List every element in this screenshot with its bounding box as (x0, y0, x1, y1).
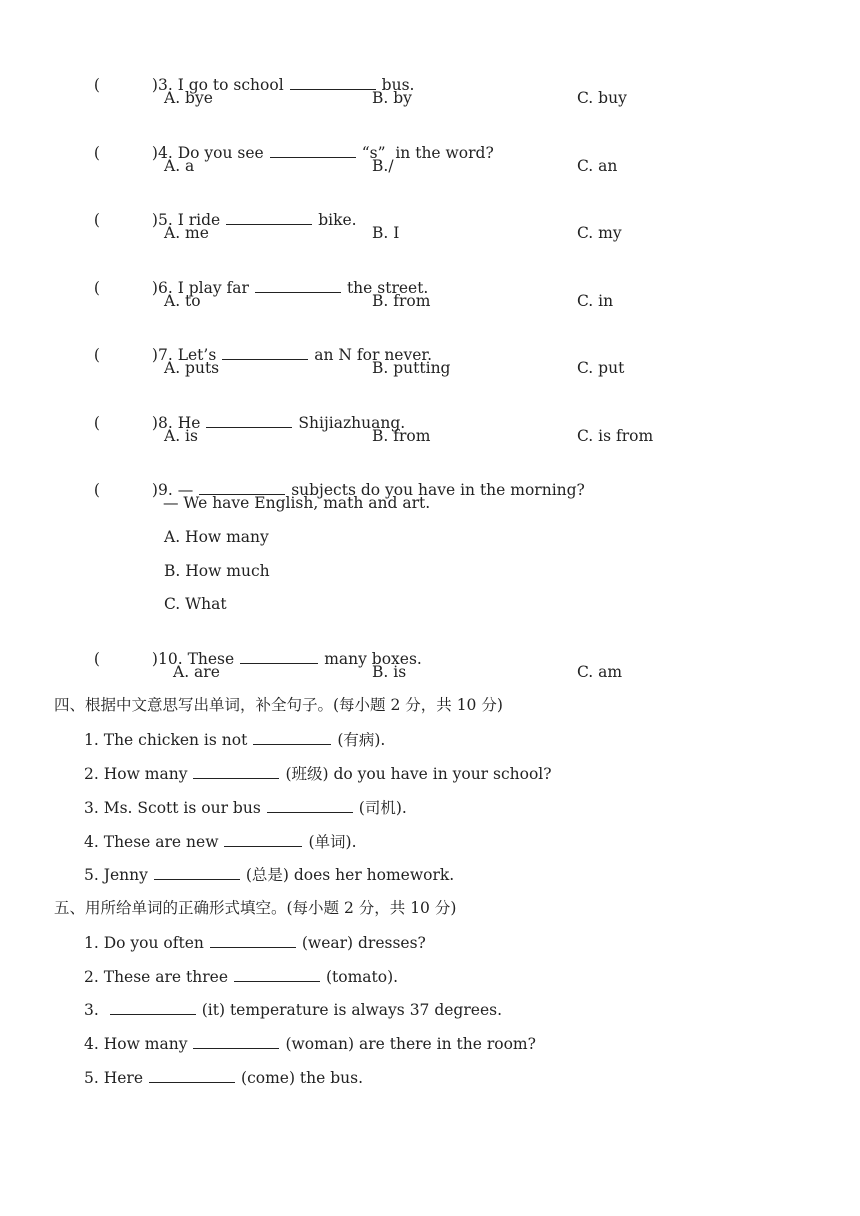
option-a: A. a (164, 157, 195, 175)
fill-blank[interactable] (224, 831, 302, 847)
question-10: ( )10. These many boxes. (93, 650, 422, 668)
answer-blank[interactable] (206, 412, 292, 428)
option-c: C. an (577, 157, 618, 175)
fill-blank[interactable] (154, 864, 240, 880)
option-a: A. to (164, 292, 201, 310)
option-c: C. am (577, 663, 623, 681)
option-a: A. is (164, 427, 198, 445)
option-c: C. put (577, 359, 625, 377)
option-a: A. are (173, 663, 220, 681)
answer-paren[interactable]: ( (93, 346, 100, 364)
question-8: ( )8. He Shijiazhuang. (93, 414, 406, 432)
option-c: C. my (577, 224, 622, 242)
fill-blank[interactable] (193, 1033, 279, 1049)
option-b: B. by (372, 89, 412, 107)
fill-blank[interactable] (234, 966, 320, 982)
answer-blank[interactable] (222, 344, 308, 360)
answer-paren[interactable]: ( (93, 279, 100, 297)
question-7: ( )7. Let’s an N for never. (93, 346, 433, 364)
section-4-item: 4. These are new (单词). (84, 833, 357, 851)
section-5-item: 4. How many (woman) are there in the room? (84, 1035, 536, 1053)
answer-blank[interactable] (240, 648, 318, 664)
answer-paren[interactable]: ( (93, 481, 100, 499)
section-4-item: 1. The chicken is not (有病). (84, 731, 386, 749)
question-number: )3. (151, 76, 173, 94)
section-4-item: 2. How many (班级) do you have in your school? (84, 765, 552, 783)
section-4-item: 5. Jenny (总是) does her homework. (84, 866, 455, 884)
section-5-item: 2. These are three (tomato). (84, 968, 399, 986)
question-4: ( )4. Do you see “s” in the word? (93, 144, 494, 162)
option-b: B. is (372, 663, 407, 681)
answer-paren[interactable]: ( (93, 650, 100, 668)
fill-blank[interactable] (149, 1067, 235, 1083)
fill-blank[interactable] (253, 729, 331, 745)
answer-blank[interactable] (255, 277, 341, 293)
answer-paren[interactable]: ( (93, 144, 100, 162)
answer-blank[interactable] (290, 74, 376, 90)
section-4-title: 四、根据中文意思写出单词，补全句子。(每小题 2 分，共 10 分) (54, 696, 503, 714)
answer-paren[interactable]: ( (93, 76, 100, 94)
section-5-item: 1. Do you often (wear) dresses? (84, 934, 426, 952)
section-5-item: 5. Here (come) the bus. (84, 1069, 364, 1087)
option-c: C. is from (577, 427, 654, 445)
section-4-item: 3. Ms. Scott is our bus (司机). (84, 799, 407, 817)
dialogue-answer: — We have English, math and art. (163, 494, 431, 512)
option-b: B. from (372, 292, 431, 310)
option-b: B. I (372, 224, 400, 242)
fill-blank[interactable] (210, 932, 296, 948)
fill-blank[interactable] (110, 999, 196, 1015)
option-b: B. putting (372, 359, 451, 377)
question-9: ( )9. — subjects do you have in the morning? (93, 481, 585, 499)
question-3: ( )3. I go to school bus. (93, 76, 415, 94)
question-5: ( )5. I ride bike. (93, 211, 357, 229)
option-c: C. buy (577, 89, 627, 107)
fill-blank[interactable] (193, 763, 279, 779)
option-a: A. bye (164, 89, 213, 107)
answer-paren[interactable]: ( (93, 414, 100, 432)
option-b: B. from (372, 427, 431, 445)
option-a: A. How many (164, 528, 269, 546)
answer-blank[interactable] (270, 142, 356, 158)
option-c: C. in (577, 292, 614, 310)
option-c: C. What (164, 595, 227, 613)
option-b: B. How much (164, 562, 270, 580)
answer-paren[interactable]: ( (93, 211, 100, 229)
option-a: A. puts (164, 359, 220, 377)
option-a: A. me (164, 224, 209, 242)
answer-blank[interactable] (226, 209, 312, 225)
section-5-title: 五、用所给单词的正确形式填空。(每小题 2 分，共 10 分) (54, 899, 457, 917)
question-6: ( )6. I play far the street. (93, 279, 429, 297)
option-b: B./ (372, 157, 394, 175)
section-5-item: 3. (it) temperature is always 37 degrees. (84, 1001, 502, 1019)
fill-blank[interactable] (267, 797, 353, 813)
